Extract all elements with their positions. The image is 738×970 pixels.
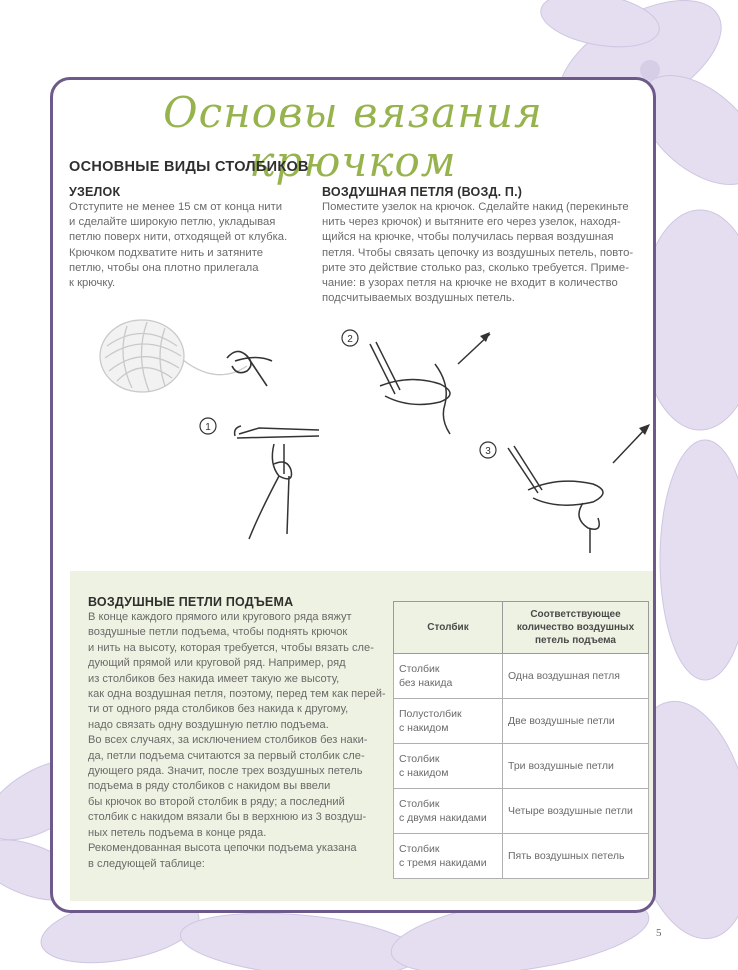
turning-chain-panel [70, 571, 655, 901]
table-row [394, 744, 649, 789]
table-header-chains: Соответствующее количество воздушных петель подъема [503, 602, 649, 654]
step-3-label: 3 [485, 446, 491, 457]
table-row [394, 699, 649, 744]
step-3-illustration [478, 418, 656, 558]
table-row [394, 834, 649, 879]
page-number: 5 [656, 927, 662, 939]
table-cell-chains: Пять воздушных петель [503, 834, 649, 879]
page-title: Основы вязания крючком [163, 88, 543, 186]
table-row [394, 789, 649, 834]
table-cell-stitch: Столбик с тремя накидами [394, 834, 503, 879]
table-cell-chains: Одна воздушная петля [503, 654, 649, 699]
chain-heading: ВОЗДУШНАЯ ПЕТЛЯ (ВОЗД. П.) [322, 185, 523, 199]
section-heading: ОСНОВНЫЕ ВИДЫ СТОЛБИКОВ [69, 159, 309, 175]
content-frame [50, 77, 656, 913]
table-row [394, 654, 649, 699]
table-cell-stitch: Столбик с двумя накидами [394, 789, 503, 834]
step-1-illustration [199, 414, 349, 544]
knot-heading: УЗЕЛОК [69, 185, 121, 199]
step-2-label: 2 [347, 334, 353, 345]
knot-text: Отступите не менее 15 см от конца нити и сделайте широкую петлю, укладывая петлю поверх нити, отходящей от клубка. Крючком подхватите нить и затяните петлю, чтобы она плотно прилегала к крючку. [69, 201, 288, 290]
yarn-ball-illustration [97, 316, 297, 406]
table-cell-chains: Четыре воздушные петли [503, 789, 649, 834]
turning-heading: ВОЗДУШНЫЕ ПЕТЛИ ПОДЪЕМА [88, 595, 294, 609]
chain-text: Поместите узелок на крючок. Сделайте накид (перекиньте нить через крючок) и вытяните его через узелок, находя- щийся на крючке, чтобы получилась первая воздушная петля. Чтобы связать цепочку из воздушных петель, повто- рите это действие столько раз, сколько требуется. Приме- чание: в узорах петля на крючке не входит в количество подсчитываемых воздушных петель. [322, 201, 634, 305]
table-cell-stitch: Столбик с накидом [394, 744, 503, 789]
table-cell-chains: Две воздушные петли [503, 699, 649, 744]
turning-text: В конце каждого прямого или кругового ряда вяжут воздушные петли подъема, чтобы поднять крючок и нить на высоту, которая требуется, чтобы вязать сле- дующий прямой или круговой ряд. Например, ряд из столбиков без накида имеет такую же высоту, как одна воздушная петля, поэтому, перед тем как перей- ти от одного ряда столбиков без накида к другому, надо связать одну воздушную петлю подъема. Во всех случаях, за исключением столбиков без наки- да, петли подъема считаются за первый столбик сле- дующего ряда. Значит, после трех воздушных петель подъема в ряду столбиков с накидом вы ввели бы крючок во второй столбик в ряду; а последний столбик с накидом вязали бы в верхнюю из 3 воздуш- ных петель подъема в конце ряда. Рекомендованная высота цепочки подъема указана в следующей таблице: [88, 611, 386, 870]
turning-chain-table [393, 601, 649, 879]
table-header-row [394, 602, 649, 654]
table-cell-stitch: Столбик без накида [394, 654, 503, 699]
table-cell-chains: Три воздушные петли [503, 744, 649, 789]
step-1-label: 1 [205, 422, 211, 433]
table-header-stitch: Столбик [394, 602, 503, 654]
table-cell-stitch: Полустолбик с накидом [394, 699, 503, 744]
